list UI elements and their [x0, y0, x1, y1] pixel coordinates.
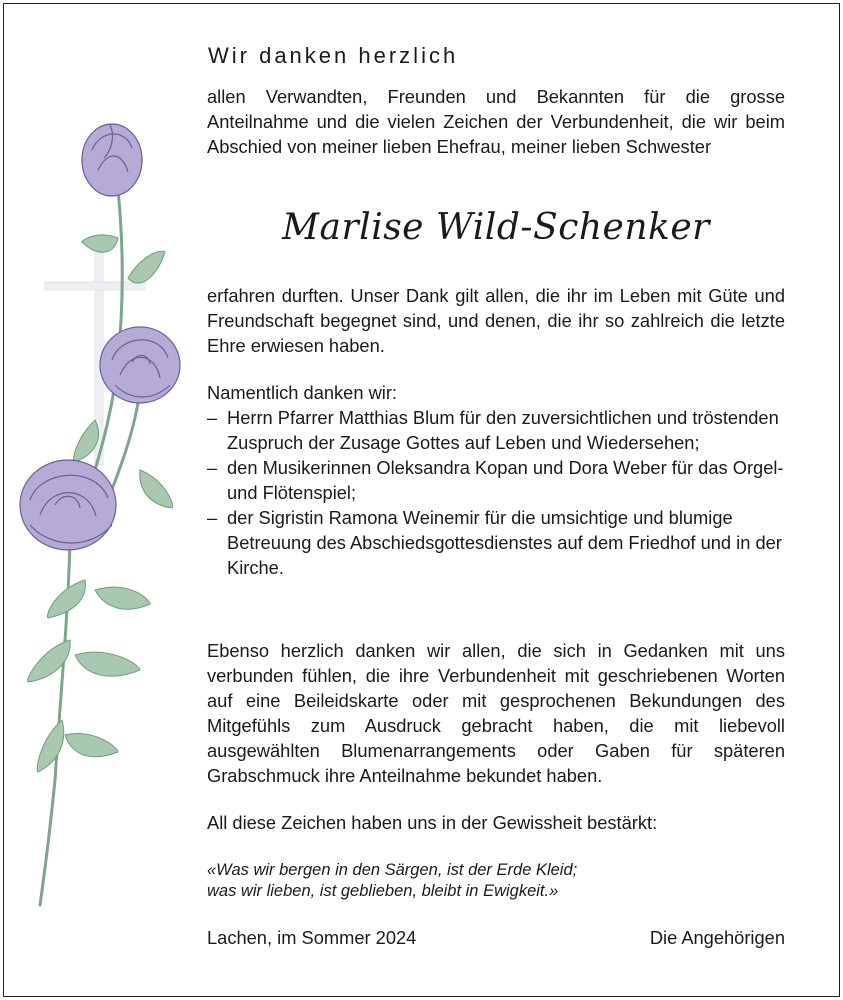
- leaf-shape: [75, 652, 140, 676]
- deceased-name: Marlise Wild-Schenker: [282, 207, 710, 248]
- place-date: Lachen, im Sommer 2024: [207, 927, 417, 948]
- leaf-shape: [140, 470, 173, 508]
- zeichen-paragraph: All diese Zeichen haben uns in der Gewissheit bestärkt:: [207, 812, 658, 833]
- leaf-shape: [82, 235, 118, 252]
- signature: Die Angehörigen: [649, 927, 785, 948]
- thanks-intro: Namentlich danken wir:: [207, 382, 398, 403]
- leaf-shape: [37, 720, 64, 772]
- leaf-shape: [128, 251, 165, 283]
- quote-block: [207, 860, 785, 902]
- intro-paragraph: allen Verwandten, Freunden und Bekannten für die grosse Anteilnahme und die vielen Zeichen der Verbundenheit, die wir beim Abschied von meiner lieben Ehefrau, meiner lieben Schwester: [207, 86, 785, 157]
- leaf-shape: [95, 587, 150, 609]
- ebenso-paragraph: Ebenso herzlich danken wir allen, die sich in Gedanken mit uns verbunden fühlen, die ihre Verbundenheit mit geschriebenen Worten auf eine Beileidskarte oder mit gesprochenen Bekundungen des Mitgefühls zum Ausdruck gebracht haben, die mit liebevoll ausgewählten Blumenarrangements oder Gaben für späteren Grabschmuck ihre Anteilnahme bekundet haben.: [207, 640, 785, 786]
- rose-flower: [20, 460, 116, 550]
- rose-bud: [82, 124, 142, 196]
- notice-footer: [207, 925, 785, 950]
- after-name-paragraph: erfahren durften. Unser Dank gilt allen, die ihr im Leben mit Güte und Freundschaft begegnet sind, und denen, die ihr so zahlreich die letzte Ehre erwiesen haben.: [207, 285, 785, 356]
- rose-flower: [100, 327, 180, 403]
- thanks-item: – Herrn Pfarrer Matthias Blum für den zuversichtlichen und tröstenden Zuspruch der Zusage Gottes auf Leben und Wiedersehen;: [207, 405, 785, 455]
- leaf-shape: [65, 734, 118, 757]
- thanks-list: [207, 405, 785, 580]
- thanks-item: – der Sigristin Ramona Weinemir für die umsichtige und blumige Betreuung des Abschiedsgottesdienstes auf dem Friedhof und in der Kirche.: [207, 505, 785, 580]
- thanks-item: – den Musikerinnen Oleksandra Kopan und Dora Weber für das Orgel- und Flötenspiel;: [207, 455, 785, 505]
- quote-line: was wir lieben, ist geblieben, bleibt in Ewigkeit.»: [207, 882, 559, 900]
- thanks-section: [207, 380, 785, 580]
- quote-line: «Was wir bergen in den Särgen, ist der Erde Kleid;: [207, 861, 578, 879]
- notice-heading: Wir danken herzlich: [208, 43, 459, 68]
